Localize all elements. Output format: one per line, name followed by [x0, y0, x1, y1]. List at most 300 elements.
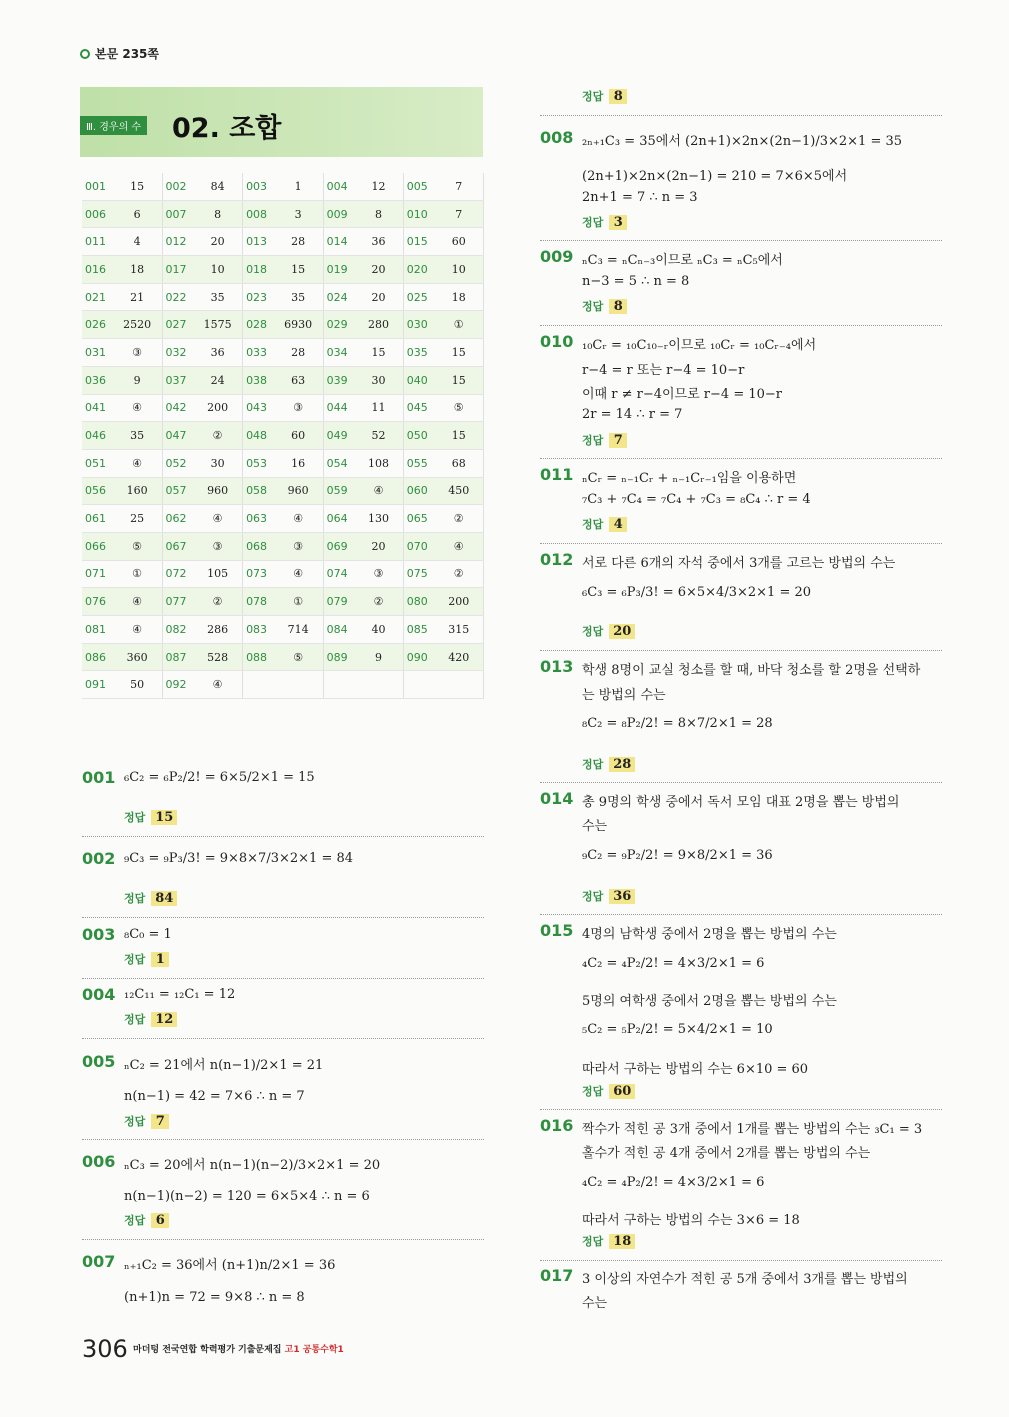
grid-answer-value: 60	[434, 228, 483, 256]
grid-answer-value	[354, 671, 403, 699]
grid-answer-value: 280	[354, 311, 403, 339]
grid-answer-value: 28	[274, 339, 323, 367]
grid-row	[82, 643, 484, 671]
answer-label: 정답	[582, 90, 604, 103]
footer-text	[133, 1342, 344, 1355]
answer-value: 6	[151, 1213, 169, 1228]
grid-problem-number: 079	[323, 588, 354, 616]
answer-label: 정답	[582, 625, 604, 638]
grid-problem-number: 042	[162, 394, 193, 422]
solution-line: n(n−1) = 42 = 7×6 ∴ n = 7	[124, 1089, 305, 1104]
answer-row	[124, 951, 169, 967]
grid-problem-number: 075	[403, 560, 434, 588]
grid-problem-number: 080	[403, 588, 434, 616]
grid-problem-number: 033	[243, 339, 274, 367]
problem-number: 011	[540, 465, 574, 484]
solution-line: ₙ₊₁C₂ = 36에서 (n+1)n/2×1 = 36	[124, 1258, 336, 1273]
answer-label: 정답	[582, 1235, 604, 1248]
grid-answer-value: 20	[354, 256, 403, 284]
grid-answer-value: 15	[434, 422, 483, 450]
grid-problem-number: 016	[82, 256, 113, 284]
grid-answer-value: 18	[113, 256, 162, 284]
solution-line: 3 이상의 자연수가 적힌 공 5개 중에서 3개를 뽑는 방법의	[582, 1272, 908, 1287]
page-reference	[80, 45, 159, 62]
answer-value: 7	[151, 1114, 169, 1129]
divider	[540, 914, 942, 915]
grid-answer-value: 2520	[113, 311, 162, 339]
grid-answer-value: 21	[113, 283, 162, 311]
grid-problem-number: 054	[323, 449, 354, 477]
grid-problem-number: 085	[403, 616, 434, 644]
grid-problem-number: 032	[162, 339, 193, 367]
problem-number: 017	[540, 1266, 574, 1285]
grid-answer-value: ③	[354, 560, 403, 588]
grid-answer-value: 8	[354, 200, 403, 228]
grid-answer-value: 7	[434, 200, 483, 228]
grid-answer-value: ⑤	[434, 394, 483, 422]
grid-row	[82, 283, 484, 311]
answer-carryover	[582, 88, 627, 104]
answer-value: 36	[609, 889, 635, 904]
grid-answer-value: ④	[113, 588, 162, 616]
grid-problem-number: 092	[162, 671, 193, 699]
grid-problem-number	[243, 671, 274, 699]
grid-problem-number: 045	[403, 394, 434, 422]
grid-problem-number: 012	[162, 228, 193, 256]
grid-problem-number: 061	[82, 505, 113, 533]
grid-answer-value: 11	[354, 394, 403, 422]
grid-answer-value	[434, 671, 483, 699]
grid-row	[82, 560, 484, 588]
solution-line: 는 방법의 수는	[582, 688, 666, 703]
grid-problem-number: 086	[82, 643, 113, 671]
grid-answer-value: 50	[113, 671, 162, 699]
circle-bullet-icon	[80, 49, 90, 59]
grid-answer-value: ③	[113, 339, 162, 367]
grid-answer-value: 105	[193, 560, 242, 588]
grid-answer-value: 30	[354, 366, 403, 394]
grid-answer-value: ②	[193, 588, 242, 616]
solution-line: ₄C₂ = ₄P₂/2! = 4×3/2×1 = 6	[582, 956, 765, 971]
grid-row	[82, 532, 484, 560]
grid-answer-value: ②	[193, 422, 242, 450]
grid-problem-number: 064	[323, 505, 354, 533]
solution-line: ₆C₂ = ₆P₂/2! = 6×5/2×1 = 15	[124, 770, 315, 785]
grid-answer-value: 60	[274, 422, 323, 450]
grid-problem-number: 089	[323, 643, 354, 671]
grid-answer-value: ④	[434, 532, 483, 560]
grid-answer-value: 450	[434, 477, 483, 505]
grid-problem-number: 017	[162, 256, 193, 284]
answer-label: 정답	[582, 518, 604, 531]
grid-problem-number: 055	[403, 449, 434, 477]
answer-row	[582, 623, 635, 639]
grid-problem-number: 006	[82, 200, 113, 228]
grid-row	[82, 173, 484, 200]
divider	[82, 978, 484, 979]
grid-problem-number: 034	[323, 339, 354, 367]
grid-answer-value: ⑤	[274, 643, 323, 671]
grid-answer-value	[274, 671, 323, 699]
grid-answer-value: 200	[434, 588, 483, 616]
solution-line: ₄C₂ = ₄P₂/2! = 4×3/2×1 = 6	[582, 1175, 765, 1190]
grid-answer-value: ①	[274, 588, 323, 616]
grid-problem-number: 072	[162, 560, 193, 588]
grid-answer-value: ②	[354, 588, 403, 616]
solution-line: ₇C₃ + ₇C₄ = ₇C₄ + ₇C₃ = ₈C₄ ∴ r = 4	[582, 492, 811, 507]
grid-problem-number: 069	[323, 532, 354, 560]
grid-answer-value: 10	[193, 256, 242, 284]
grid-row	[82, 477, 484, 505]
grid-answer-value: 36	[354, 228, 403, 256]
grid-problem-number	[403, 671, 434, 699]
answer-value: 84	[151, 891, 177, 906]
grid-problem-number: 048	[243, 422, 274, 450]
grid-answer-value: 3	[274, 200, 323, 228]
solution-line: 수는	[582, 819, 608, 834]
grid-problem-number: 050	[403, 422, 434, 450]
answer-row	[582, 756, 635, 772]
grid-problem-number: 025	[403, 283, 434, 311]
problem-number: 001	[82, 768, 116, 787]
grid-problem-number: 056	[82, 477, 113, 505]
grid-row	[82, 311, 484, 339]
problem-number: 009	[540, 247, 574, 266]
grid-problem-number: 021	[82, 283, 113, 311]
solution-line: ₈C₀ = 1	[124, 927, 172, 942]
grid-problem-number: 052	[162, 449, 193, 477]
divider	[540, 1109, 942, 1110]
answer-row	[124, 809, 177, 825]
divider	[540, 1260, 942, 1261]
divider	[82, 1038, 484, 1039]
grid-answer-value: ④	[113, 449, 162, 477]
grid-problem-number: 030	[403, 311, 434, 339]
grid-answer-value: 200	[193, 394, 242, 422]
grid-row	[82, 366, 484, 394]
problem-number: 004	[82, 985, 116, 1004]
answer-row	[582, 1083, 635, 1099]
grid-problem-number: 073	[243, 560, 274, 588]
grid-answer-value: 20	[354, 283, 403, 311]
grid-answer-value: 36	[193, 339, 242, 367]
answer-value: 28	[609, 757, 635, 772]
problem-number: 005	[82, 1052, 116, 1071]
grid-answer-value: 35	[274, 283, 323, 311]
grid-problem-number: 083	[243, 616, 274, 644]
grid-problem-number: 074	[323, 560, 354, 588]
problem-number: 010	[540, 332, 574, 351]
divider	[82, 836, 484, 837]
solution-line: ₂ₙ₊₁C₃ = 35에서 (2n+1)×2n×(2n−1)/3×2×1 = 35	[582, 134, 903, 149]
answer-value: 60	[609, 1084, 635, 1099]
grid-answer-value: 6	[113, 200, 162, 228]
grid-problem-number: 047	[162, 422, 193, 450]
answer-label: 정답	[582, 1085, 604, 1098]
answer-row	[124, 890, 177, 906]
divider	[540, 458, 942, 459]
solution-line: 따라서 구하는 방법의 수는 3×6 = 18	[582, 1213, 800, 1228]
page-number: 306	[82, 1335, 128, 1363]
answer-label: 정답	[582, 300, 604, 313]
grid-problem-number: 022	[162, 283, 193, 311]
solution-line: 따라서 구하는 방법의 수는 6×10 = 60	[582, 1062, 809, 1077]
grid-problem-number: 060	[403, 477, 434, 505]
problem-number: 012	[540, 550, 574, 569]
grid-answer-value: 15	[434, 339, 483, 367]
grid-answer-value: 15	[354, 339, 403, 367]
grid-problem-number: 065	[403, 505, 434, 533]
problem-number: 002	[82, 849, 116, 868]
grid-problem-number: 005	[403, 173, 434, 200]
solution-line: (2n+1)×2n×(2n−1) = 210 = 7×6×5에서	[582, 169, 848, 184]
grid-answer-value: ③	[274, 394, 323, 422]
answer-label: 정답	[582, 758, 604, 771]
grid-answer-value: 24	[193, 366, 242, 394]
grid-answer-value: 40	[354, 616, 403, 644]
answer-row	[582, 516, 627, 532]
grid-row	[82, 394, 484, 422]
answer-label: 정답	[582, 890, 604, 903]
answer-value: 18	[609, 1234, 635, 1249]
grid-answer-value: 35	[193, 283, 242, 311]
solution-line: 짝수가 적힌 공 3개 중에서 1개를 뽑는 방법의 수는 ₃C₁ = 3	[582, 1122, 923, 1137]
problem-number: 007	[82, 1252, 116, 1271]
grid-row	[82, 200, 484, 228]
solution-line: 5명의 여학생 중에서 2명을 뽑는 방법의 수는	[582, 994, 837, 1009]
grid-row	[82, 671, 484, 699]
solution-line: 이때 r ≠ r−4이므로 r−4 = 10−r	[582, 387, 782, 402]
divider	[82, 1139, 484, 1140]
answer-label: 정답	[124, 1214, 146, 1227]
answer-label: 정답	[124, 1115, 146, 1128]
solution-line: 학생 8명이 교실 청소를 할 때, 바닥 청소를 할 2명을 선택하	[582, 663, 921, 678]
grid-answer-value: 18	[434, 283, 483, 311]
grid-problem-number: 008	[243, 200, 274, 228]
solution-line: 2r = 14 ∴ r = 7	[582, 407, 683, 422]
grid-problem-number: 014	[323, 228, 354, 256]
grid-problem-number: 076	[82, 588, 113, 616]
grid-answer-value: ③	[274, 532, 323, 560]
grid-answer-value: ⑤	[113, 532, 162, 560]
solution-line: ₙCᵣ = ₙ₋₁Cᵣ + ₙ₋₁Cᵣ₋₁임을 이용하면	[582, 471, 797, 486]
grid-problem-number: 002	[162, 173, 193, 200]
grid-answer-value: 6930	[274, 311, 323, 339]
grid-row	[82, 505, 484, 533]
answer-label: 정답	[582, 434, 604, 447]
grid-answer-value: 15	[434, 366, 483, 394]
grid-problem-number: 003	[243, 173, 274, 200]
grid-problem-number: 001	[82, 173, 113, 200]
grid-answer-value: 63	[274, 366, 323, 394]
grid-problem-number: 088	[243, 643, 274, 671]
solution-line: ₙC₃ = 20에서 n(n−1)(n−2)/3×2×1 = 20	[124, 1158, 381, 1173]
grid-problem-number: 090	[403, 643, 434, 671]
grid-answer-value: 528	[193, 643, 242, 671]
grid-problem-number: 057	[162, 477, 193, 505]
divider	[82, 1239, 484, 1240]
solution-line: 서로 다른 6개의 자석 중에서 3개를 고르는 방법의 수는	[582, 556, 896, 571]
solution-line: r−4 = r 또는 r−4 = 10−r	[582, 363, 745, 378]
solution-line: 수는	[582, 1296, 608, 1311]
grid-answer-value: 9	[354, 643, 403, 671]
grid-problem-number: 013	[243, 228, 274, 256]
grid-problem-number: 040	[403, 366, 434, 394]
grid-answer-value: 420	[434, 643, 483, 671]
grid-problem-number: 046	[82, 422, 113, 450]
grid-answer-value: ③	[193, 532, 242, 560]
solution-line: 홀수가 적힌 공 4개 중에서 2개를 뽑는 방법의 수는	[582, 1146, 871, 1161]
problem-number: 003	[82, 925, 116, 944]
grid-answer-value: 1	[274, 173, 323, 200]
grid-problem-number: 037	[162, 366, 193, 394]
grid-problem-number: 078	[243, 588, 274, 616]
grid-problem-number: 029	[323, 311, 354, 339]
grid-row	[82, 228, 484, 256]
grid-problem-number	[323, 671, 354, 699]
answer-value: 8	[609, 89, 627, 104]
subject-label: 고1 공통수학1	[284, 1345, 344, 1355]
answer-value: 4	[609, 517, 627, 532]
grid-problem-number: 027	[162, 311, 193, 339]
answer-value: 8	[609, 299, 627, 314]
grid-problem-number: 049	[323, 422, 354, 450]
solution-line: ₉C₃ = ₉P₃/3! = 9×8×7/3×2×1 = 84	[124, 851, 354, 866]
grid-answer-value: 28	[274, 228, 323, 256]
grid-problem-number: 039	[323, 366, 354, 394]
grid-problem-number: 084	[323, 616, 354, 644]
solution-line: n−3 = 5 ∴ n = 8	[582, 274, 690, 289]
grid-answer-value: ②	[434, 560, 483, 588]
problem-number: 013	[540, 657, 574, 676]
divider	[82, 917, 484, 918]
answer-row	[582, 298, 627, 314]
answer-grid	[82, 173, 484, 699]
problem-number: 014	[540, 789, 574, 808]
grid-problem-number: 068	[243, 532, 274, 560]
grid-problem-number: 041	[82, 394, 113, 422]
answer-value: 15	[151, 810, 177, 825]
grid-problem-number: 035	[403, 339, 434, 367]
grid-problem-number: 071	[82, 560, 113, 588]
answer-row	[582, 214, 627, 230]
answer-row	[124, 1113, 169, 1129]
grid-answer-value: 1575	[193, 311, 242, 339]
answer-value: 20	[609, 624, 635, 639]
grid-problem-number: 009	[323, 200, 354, 228]
solution-line: ₆C₃ = ₆P₃/3! = 6×5×4/3×2×1 = 20	[582, 585, 812, 600]
grid-problem-number: 043	[243, 394, 274, 422]
problem-number: 016	[540, 1116, 574, 1135]
answer-label: 정답	[124, 953, 146, 966]
grid-problem-number: 038	[243, 366, 274, 394]
grid-problem-number: 067	[162, 532, 193, 560]
grid-answer-value: 7	[434, 173, 483, 200]
grid-problem-number: 023	[243, 283, 274, 311]
solution-line: ₈C₂ = ₈P₂/2! = 8×7/2×1 = 28	[582, 716, 773, 731]
solution-line: 4명의 남학생 중에서 2명을 뽑는 방법의 수는	[582, 927, 837, 942]
grid-answer-value: 960	[193, 477, 242, 505]
grid-problem-number: 028	[243, 311, 274, 339]
grid-row	[82, 588, 484, 616]
grid-answer-value: 35	[113, 422, 162, 450]
grid-answer-value: 52	[354, 422, 403, 450]
grid-answer-value: 12	[354, 173, 403, 200]
grid-row	[82, 422, 484, 450]
grid-answer-value: 25	[113, 505, 162, 533]
problem-number: 006	[82, 1152, 116, 1171]
answer-row	[582, 1233, 635, 1249]
divider	[540, 325, 942, 326]
grid-answer-value: 286	[193, 616, 242, 644]
divider	[540, 543, 942, 544]
grid-answer-value: ④	[113, 394, 162, 422]
grid-answer-value: 68	[434, 449, 483, 477]
book-title: 마더텅 전국연합 학력평가 기출문제집	[133, 1345, 282, 1355]
grid-answer-value: ④	[193, 671, 242, 699]
problem-number: 015	[540, 921, 574, 940]
grid-row	[82, 256, 484, 284]
grid-answer-value: 130	[354, 505, 403, 533]
grid-answer-value: 16	[274, 449, 323, 477]
grid-problem-number: 019	[323, 256, 354, 284]
grid-answer-value: 714	[274, 616, 323, 644]
grid-answer-value: 15	[274, 256, 323, 284]
solution-line: ₁₂C₁₁ = ₁₂C₁ = 12	[124, 987, 236, 1002]
grid-answer-value: ④	[274, 505, 323, 533]
grid-answer-value: ①	[434, 311, 483, 339]
grid-problem-number: 024	[323, 283, 354, 311]
solution-line: 총 9명의 학생 중에서 독서 모임 대표 2명을 뽑는 방법의	[582, 795, 900, 810]
divider	[540, 650, 942, 651]
grid-problem-number: 015	[403, 228, 434, 256]
answer-value: 1	[151, 952, 169, 967]
grid-answer-value: 360	[113, 643, 162, 671]
grid-answer-value: 4	[113, 228, 162, 256]
grid-answer-value: ④	[193, 505, 242, 533]
solution-line: 2n+1 = 7 ∴ n = 3	[582, 190, 698, 205]
answer-row	[582, 432, 627, 448]
grid-answer-value: ④	[274, 560, 323, 588]
grid-problem-number: 087	[162, 643, 193, 671]
grid-problem-number: 066	[82, 532, 113, 560]
solution-line: ₉C₂ = ₉P₂/2! = 9×8/2×1 = 36	[582, 848, 773, 863]
grid-answer-value: 108	[354, 449, 403, 477]
grid-row	[82, 616, 484, 644]
answer-value: 12	[151, 1012, 177, 1027]
answer-row	[124, 1011, 177, 1027]
problem-number: 008	[540, 128, 574, 147]
grid-problem-number: 091	[82, 671, 113, 699]
divider	[540, 115, 942, 116]
grid-answer-value: 20	[193, 228, 242, 256]
grid-answer-value: 20	[354, 532, 403, 560]
grid-problem-number: 058	[243, 477, 274, 505]
grid-answer-value: ①	[113, 560, 162, 588]
grid-problem-number: 082	[162, 616, 193, 644]
grid-problem-number: 059	[323, 477, 354, 505]
grid-problem-number: 044	[323, 394, 354, 422]
solution-line: ₁₀Cᵣ = ₁₀C₁₀₋ᵣ이므로 ₁₀Cᵣ = ₁₀Cᵣ₋₄에서	[582, 338, 817, 353]
grid-answer-value: 9	[113, 366, 162, 394]
grid-answer-value: 315	[434, 616, 483, 644]
section-title: 02. 조합	[172, 113, 282, 144]
grid-problem-number: 062	[162, 505, 193, 533]
grid-answer-value: ④	[113, 616, 162, 644]
grid-answer-value: 15	[113, 173, 162, 200]
answer-row	[124, 1212, 169, 1228]
grid-problem-number: 063	[243, 505, 274, 533]
